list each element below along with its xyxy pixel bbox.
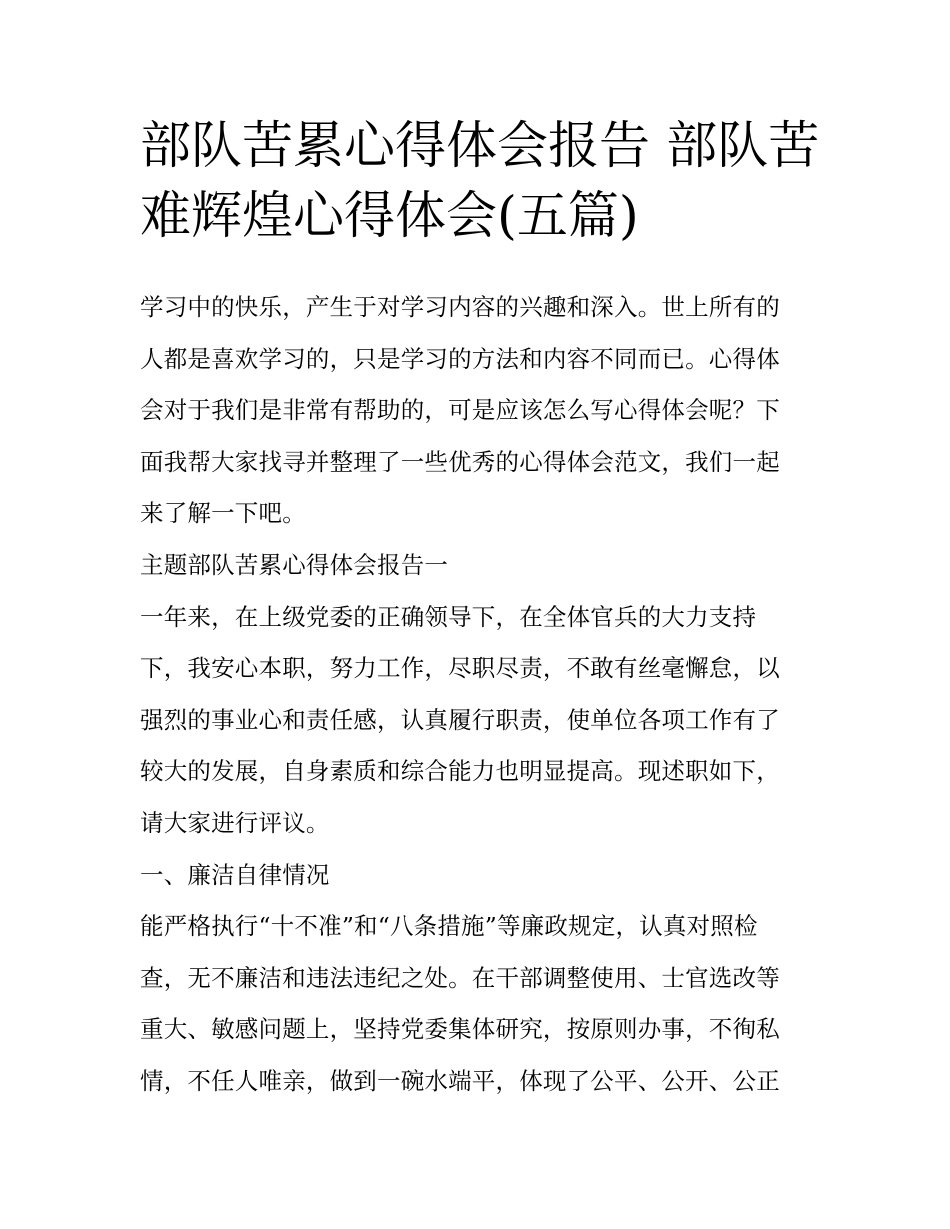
paragraph-line: 下，我安心本职，努力工作，尽职尽责，不敢有丝毫懈怠，以 <box>140 654 780 683</box>
subsection-heading: 一、廉洁自律情况 <box>140 860 330 889</box>
paragraph-line: 能严格执行“十不准”和“八条措施”等廉政规定，认真对照检 <box>140 912 758 941</box>
title-line: 难辉煌心得体会(五篇) <box>140 187 639 246</box>
intro-line: 来了解一下吧。 <box>140 499 306 528</box>
intro-line: 人都是喜欢学习的，只是学习的方法和内容不同而已。心得体 <box>140 344 780 373</box>
paragraph-line: 一年来，在上级党委的正确领导下，在全体官兵的大力支持 <box>140 602 757 631</box>
title-line: 部队苦累心得体会报告 部队苦 <box>140 117 820 176</box>
paragraph-line: 情，不任人唯亲，做到一碗水端平，体现了公平、公开、公正 <box>140 1066 780 1095</box>
section-heading: 主题部队苦累心得体会报告一 <box>140 550 449 579</box>
document-title <box>140 112 820 252</box>
intro-line: 学习中的快乐，产生于对学习内容的兴趣和深入。世上所有的 <box>140 293 780 321</box>
document-body <box>140 282 820 1108</box>
paragraph-line: 重大、敏感问题上，坚持党委集体研究，按原则办事，不徇私 <box>140 1015 780 1044</box>
paragraph-line: 查，无不廉洁和违法违纪之处。在干部调整使用、士官选改等 <box>140 963 780 992</box>
intro-line: 面我帮大家找寻并整理了一些优秀的心得体会范文，我们一起 <box>140 447 780 476</box>
paragraph-line: 较大的发展，自身素质和综合能力也明显提高。现述职如下， <box>140 757 780 786</box>
paragraph-line: 请大家进行评议。 <box>140 808 330 837</box>
intro-line: 会对于我们是非常有帮助的，可是应该怎么写心得体会呢？下 <box>140 396 780 425</box>
paragraph-line: 强烈的事业心和责任感，认真履行职责，使单位各项工作有了 <box>140 705 780 734</box>
